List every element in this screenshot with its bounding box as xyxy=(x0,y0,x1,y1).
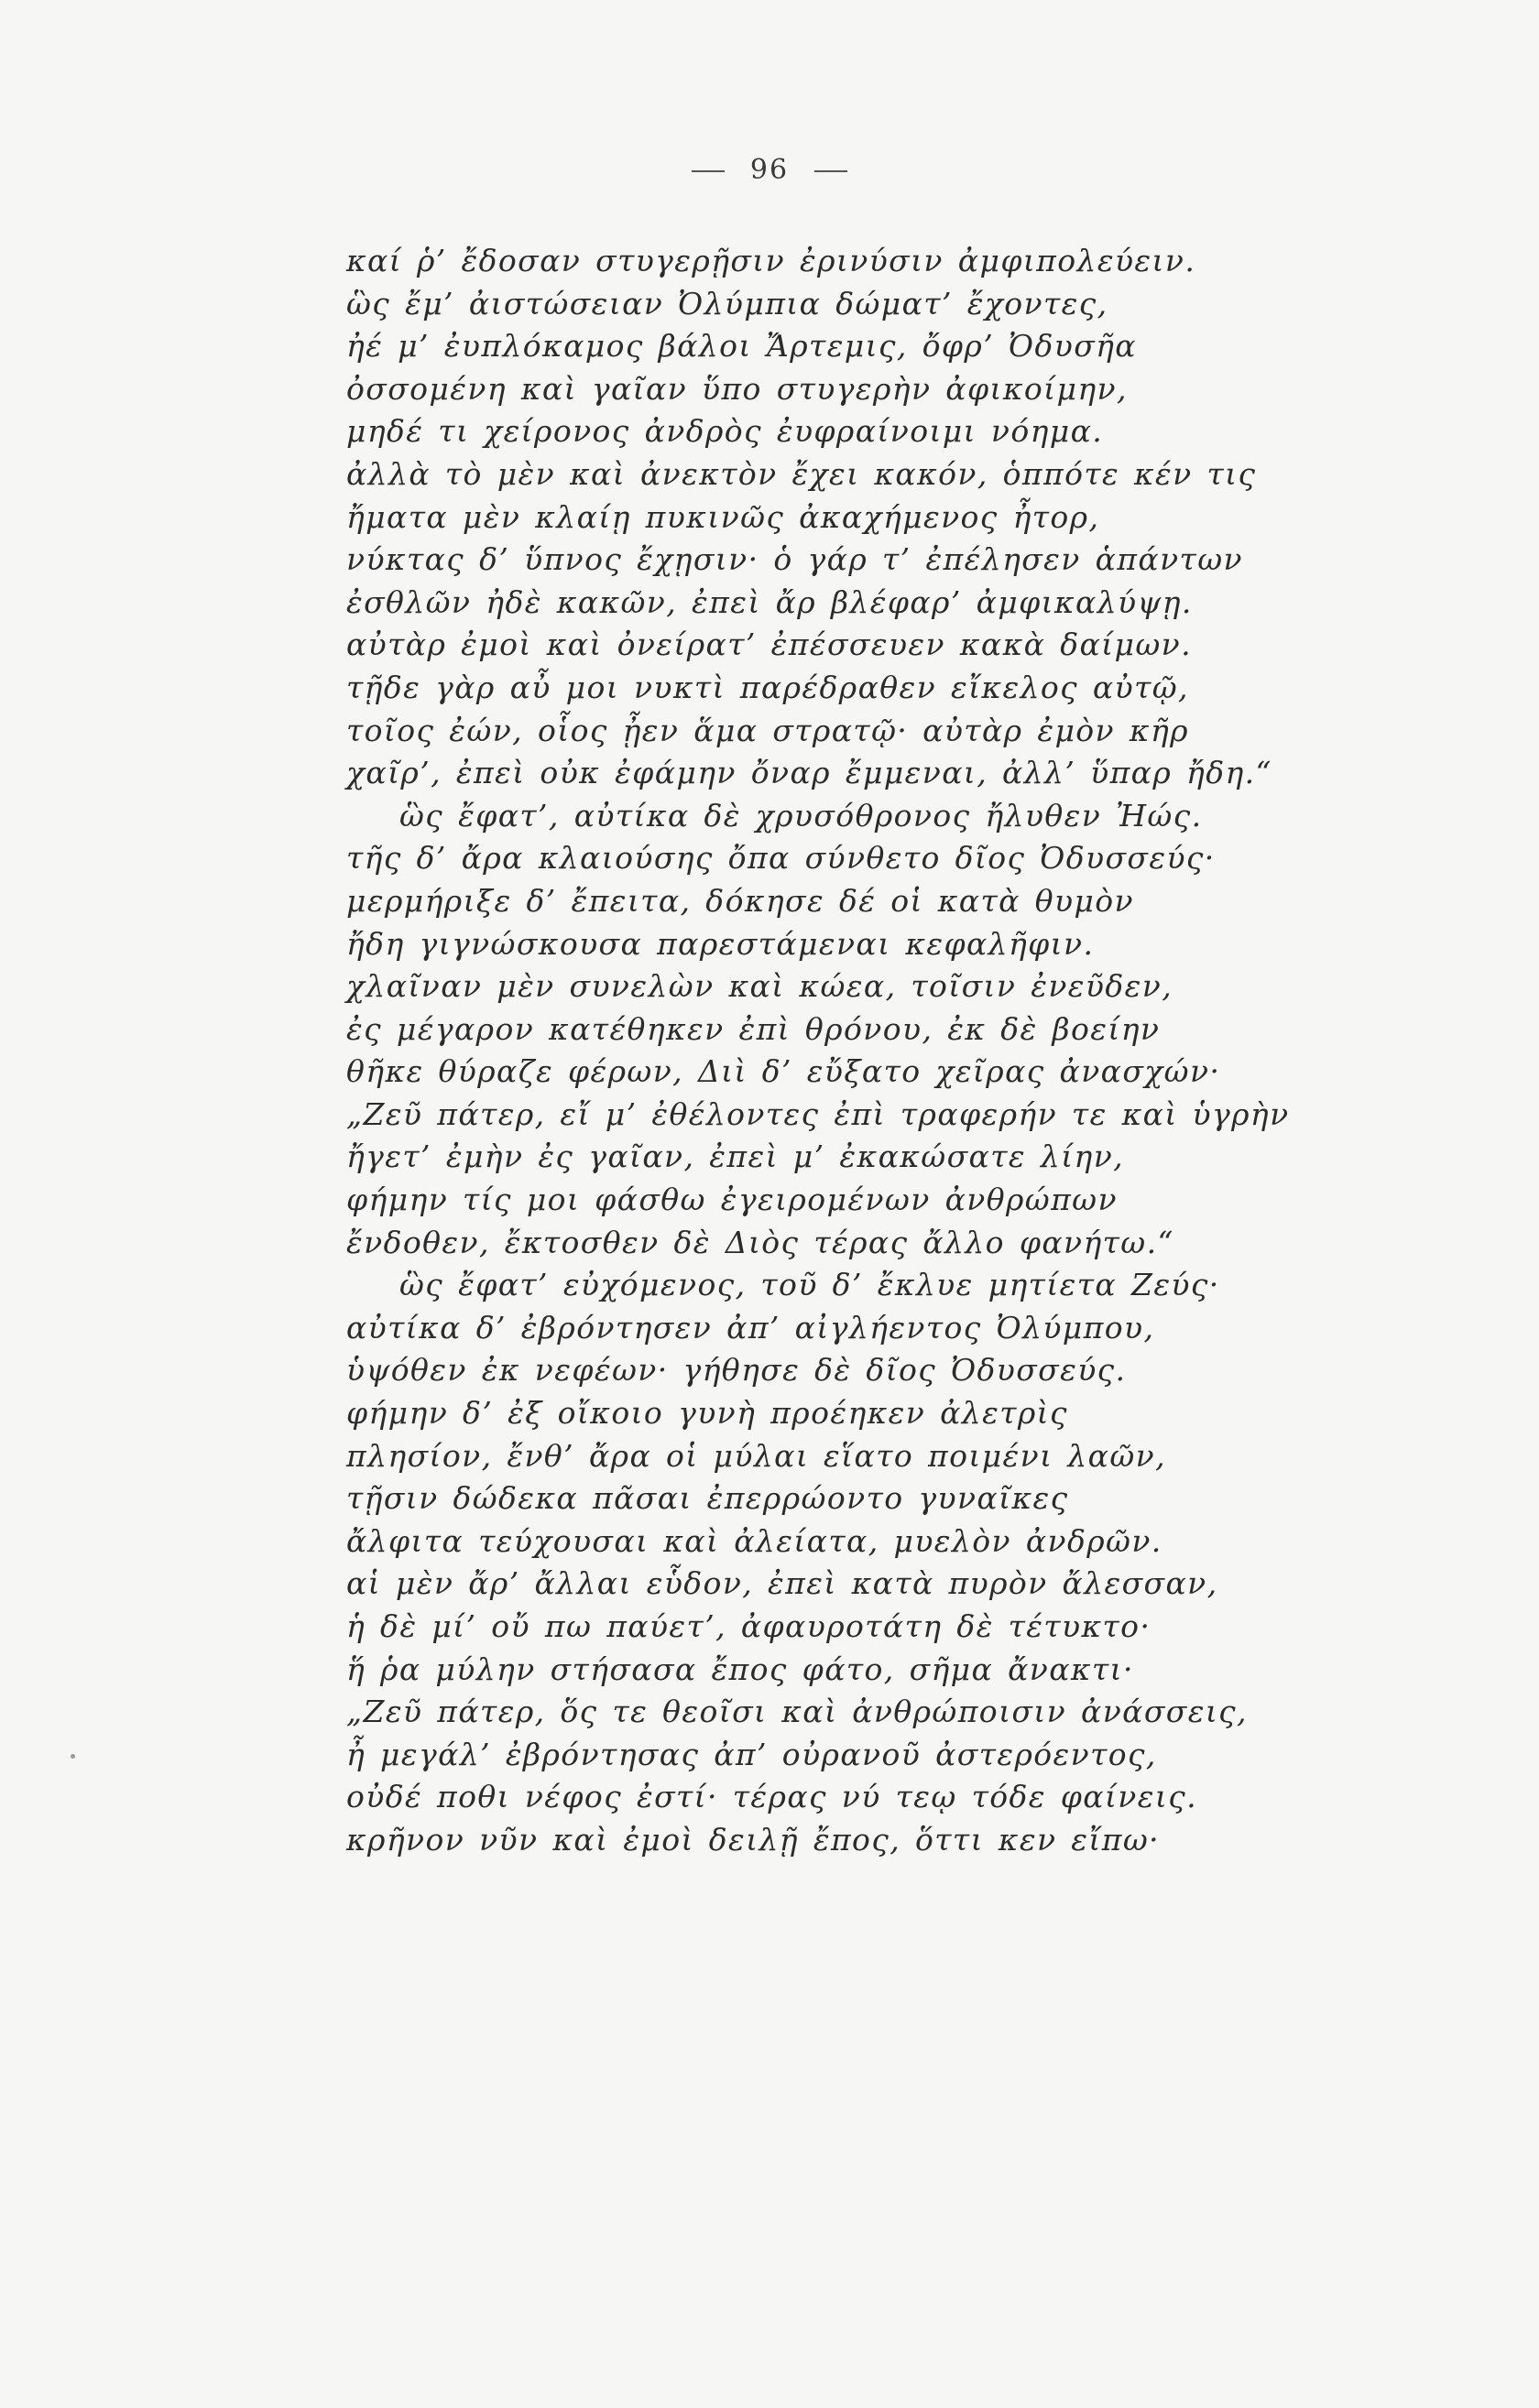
verse-line: κρῆνον νῦν καὶ ἐμοὶ δειλῇ ἔπος, ὅττι κεν εἴπω· xyxy=(346,1821,1161,1858)
verse-line: μηδέ τι χείρονος ἀνδρὸς ἐυφραίνοιμι νόημα. xyxy=(346,413,1104,450)
verse-line: ἐσθλῶν ἠδὲ κακῶν, ἐπεὶ ἄρ βλέφαρ’ ἀμφικαλύψῃ. xyxy=(346,583,1193,620)
page-number-value: 96 xyxy=(749,154,790,186)
verse-line: ἡ δὲ μί’ οὔ πω παύετ’, ἀφαυροτάτη δὲ τέτυκτο· xyxy=(346,1608,1152,1644)
verse-line: αὐτὰρ ἐμοὶ καὶ ὀνείρατ’ ἐπέσσευεν κακὰ δαίμων. xyxy=(346,627,1193,663)
page-number xyxy=(0,154,1539,186)
verse-line: ἥ ῥα μύλην στήσασα ἔπος φάτο, σῆμα ἄνακτι· xyxy=(346,1651,1134,1687)
verse-line: ὣς ἔφατ’ εὐχόμενος, τοῦ δ’ ἔκλυε μητίετα Ζεύς· xyxy=(399,1267,1220,1303)
verse-line: ἐς μέγαρον κατέθηκεν ἐπὶ θρόνου, ἐκ δὲ βοείην xyxy=(346,1010,1161,1047)
verse-line: ὑψόθεν ἐκ νεφέων· γήθησε δὲ δῖος Ὀδυσσεύς. xyxy=(346,1352,1127,1389)
verse-line: θῆκε θύραζε φέρων, Διὶ δ’ εὔξατο χεῖρας ἀνασχών· xyxy=(346,1053,1221,1090)
verse-line: τοῖος ἐών, οἷος ᾖεν ἅμα στρατῷ· αὐτὰρ ἐμὸν κῆρ xyxy=(346,712,1189,748)
verse-line: τῆς δ’ ἄρα κλαιούσης ὄπα σύνθετο δῖος Ὀδυσσεύς· xyxy=(346,840,1216,877)
verse-line: ὀσσομένη καὶ γαῖαν ὕπο στυγερὴν ἀφικοίμην, xyxy=(346,370,1128,407)
verse-line: καί ῥ’ ἔδοσαν στυγερῇσιν ἐρινύσιν ἀμφιπολεύειν. xyxy=(346,243,1196,278)
verse-line: ἦ μεγάλ’ ἐβρόντησας ἀπ’ οὐρανοῦ ἀστερόεντος, xyxy=(346,1736,1157,1772)
verse-line: χαῖρ’, ἐπεὶ οὐκ ἐφάμην ὄναρ ἔμμεναι, ἀλλ’ ὕπαρ ἤδη.“ xyxy=(346,755,1272,791)
verse-line: φήμην δ’ ἐξ οἴκοιο γυνὴ προέηκεν ἀλετρὶς xyxy=(346,1395,1068,1432)
verse-line: αὐτίκα δ’ ἐβρόντησεν ἀπ’ αἰγλήεντος Ὀλύμπου, xyxy=(346,1309,1155,1346)
verse-line: ἤματα μὲν κλαίῃ πυκινῶς ἀκαχήμενος ἦτορ, xyxy=(346,498,1100,535)
verse-line: ἤγετ’ ἐμὴν ἐς γαῖαν, ἐπεὶ μ’ ἐκακώσατε λίην, xyxy=(346,1139,1125,1175)
verse-line: αἱ μὲν ἄρ’ ἄλλαι εὗδον, ἐπεὶ κατὰ πυρὸν ἄλεσσαν, xyxy=(346,1565,1218,1602)
verse-text-block xyxy=(346,240,1363,1862)
verse-line: ὣς ἔφατ’, αὐτίκα δὲ χρυσόθρονος ἤλυθεν Ἠώς. xyxy=(399,797,1203,834)
verse-line: ἔνδοθεν, ἔκτοσθεν δὲ Διὸς τέρας ἄλλο φανήτω.“ xyxy=(346,1224,1174,1260)
verse-line: μερμήριξε δ’ ἔπειτα, δόκησε δέ οἱ κατὰ θυμὸν xyxy=(346,882,1134,919)
page-number-left-dash xyxy=(692,170,725,172)
verse-line: „Ζεῦ πάτερ, εἴ μ’ ἐθέλοντες ἐπὶ τραφερήν τε καὶ ὑγρὴν xyxy=(346,1095,1290,1132)
verse-line: ἤδη γιγνώσκουσα παρεστάμεναι κεφαλῆφιν. xyxy=(346,925,1095,962)
verse-line: χλαῖναν μὲν συνελὼν καὶ κώεα, τοῖσιν ἐνεῦδεν, xyxy=(346,968,1173,1005)
verse-line: ἠέ μ’ ἐυπλόκαμος βάλοι Ἄρτεμις, ὄφρ’ Ὀδυσῆα xyxy=(346,328,1137,365)
verse-line: νύκτας δ’ ὕπνος ἔχῃσιν· ὁ γάρ τ’ ἐπέλησεν ἁπάντων xyxy=(346,541,1243,578)
verse-line: τῇσιν δώδεκα πᾶσαι ἐπερρώοντο γυναῖκες xyxy=(346,1480,1069,1517)
verse-line: „Ζεῦ πάτερ, ὅς τε θεοῖσι καὶ ἀνθρώποισιν ἀνάσσεις, xyxy=(346,1694,1248,1730)
verse-line: ἀλλὰ τὸ μὲν καὶ ἀνεκτὸν ἔχει κακόν, ὁππότε κέν τις xyxy=(346,455,1257,492)
verse-line: ἄλφιτα τεύχουσαι καὶ ἀλείατα, μυελὸν ἀνδρῶν. xyxy=(346,1522,1162,1559)
verse-line: τῇδε γὰρ αὖ μοι νυκτὶ παρέδραθεν εἴκελος αὐτῷ, xyxy=(346,669,1189,705)
verse-line: ὣς ἔμ’ ἀιστώσειαν Ὀλύμπια δώματ’ ἔχοντες, xyxy=(346,285,1108,321)
page-number-right-dash xyxy=(814,170,847,172)
verse-line: οὐδέ ποθι νέφος ἐστί· τέρας νύ τεῳ τόδε φαίνεις. xyxy=(346,1779,1197,1815)
verse-line: φήμην τίς μοι φάσθω ἐγειρομένων ἀνθρώπων xyxy=(346,1182,1118,1218)
verse-line: πλησίον, ἔνθ’ ἄρα οἱ μύλαι εἵατο ποιμένι λαῶν, xyxy=(346,1437,1167,1474)
paper-speck xyxy=(71,1754,75,1759)
